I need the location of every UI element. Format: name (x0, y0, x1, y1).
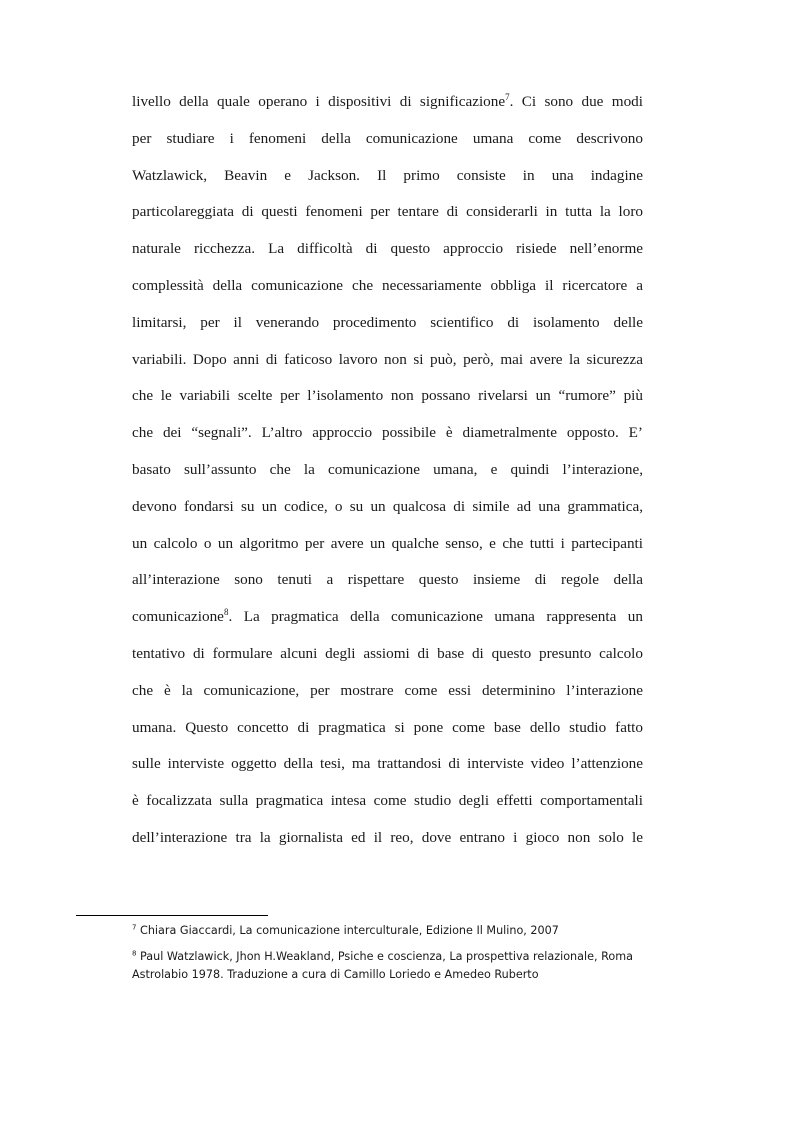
footnote-separator (76, 915, 268, 916)
text-line: variabili. Dopo anni di faticoso lavoro non si può, però, mai avere la sicurezza (132, 350, 643, 368)
text-line: devono fondarsi su un codice, o su un qualcosa di simile ad una grammatica, (132, 497, 643, 515)
text-line: Watzlawick, Beavin e Jackson. Il primo consiste in una indagine (132, 166, 643, 184)
text-line: naturale ricchezza. La difficoltà di questo approccio risiede nell’enorme (132, 240, 643, 258)
text-line: livello della quale operano i dispositivi di significazione$^7$. Ci sono due modi (132, 91, 643, 110)
text-line: particolareggiata di questi fenomeni per tentare di considerarli in tutta la loro (132, 203, 643, 221)
text-line: limitarsi, per il venerando procedimento scientifico di isolamento delle (132, 313, 643, 331)
text-line: complessità della comunicazione che necessariamente obbliga il ricercatore a (132, 276, 643, 294)
text-line: è focalizzata sulla pragmatica intesa come studio degli effetti comportamentali (132, 792, 643, 810)
footnote-7: $^7$ Chiara Giaccardi, La comunicazione interculturale, Edizione Il Mulino, 2007 (132, 923, 559, 937)
text-line: comunicazione$^8$. La pragmatica della comunicazione umana rappresenta un (132, 607, 643, 626)
body-paragraph (132, 84, 643, 857)
text-line: per studiare i fenomeni della comunicazione umana come descrivono (132, 129, 643, 147)
footnote-ref-8: 8 (223, 607, 229, 618)
text-line: basato sull’assunto che la comunicazione umana, e quindi l’interazione, (132, 460, 643, 478)
text-line: che le variabili scelte per l’isolamento non possano rivelarsi un “rumore” più (132, 387, 643, 405)
text-line: un calcolo o un algoritmo per avere un qualche senso, e che tutti i partecipanti (132, 534, 643, 552)
text-line: umana. Questo concetto di pragmatica si pone come base dello studio fatto (132, 718, 643, 736)
footnote-8: $^8$ Paul Watzlawick, Jhon H.Weakland, Psiche e coscienza, La prospettiva relazionale, Roma Astrolabio 1978. Traduzione a cura di Camillo Loriedo e Amedeo Ruberto (132, 949, 633, 981)
text-line: che è la comunicazione, per mostrare come essi determinino l’interazione (132, 681, 643, 699)
text-line: dell’interazione tra la giornalista ed il reo, dove entrano i gioco non solo le (132, 828, 643, 846)
text-line: tentativo di formulare alcuni degli assiomi di base di questo presunto calcolo (132, 644, 643, 662)
footnote-ref-7: 7 (505, 91, 510, 102)
text-line: all’interazione sono tenuti a rispettare questo insieme di regole della (132, 571, 643, 589)
text-line: sulle interviste oggetto della tesi, ma trattandosi di interviste video l’attenzione (132, 755, 643, 773)
text-line: che dei “segnali”. L’altro approccio possibile è diametralmente opposto. E’ (132, 424, 643, 442)
footnotes (132, 922, 652, 984)
